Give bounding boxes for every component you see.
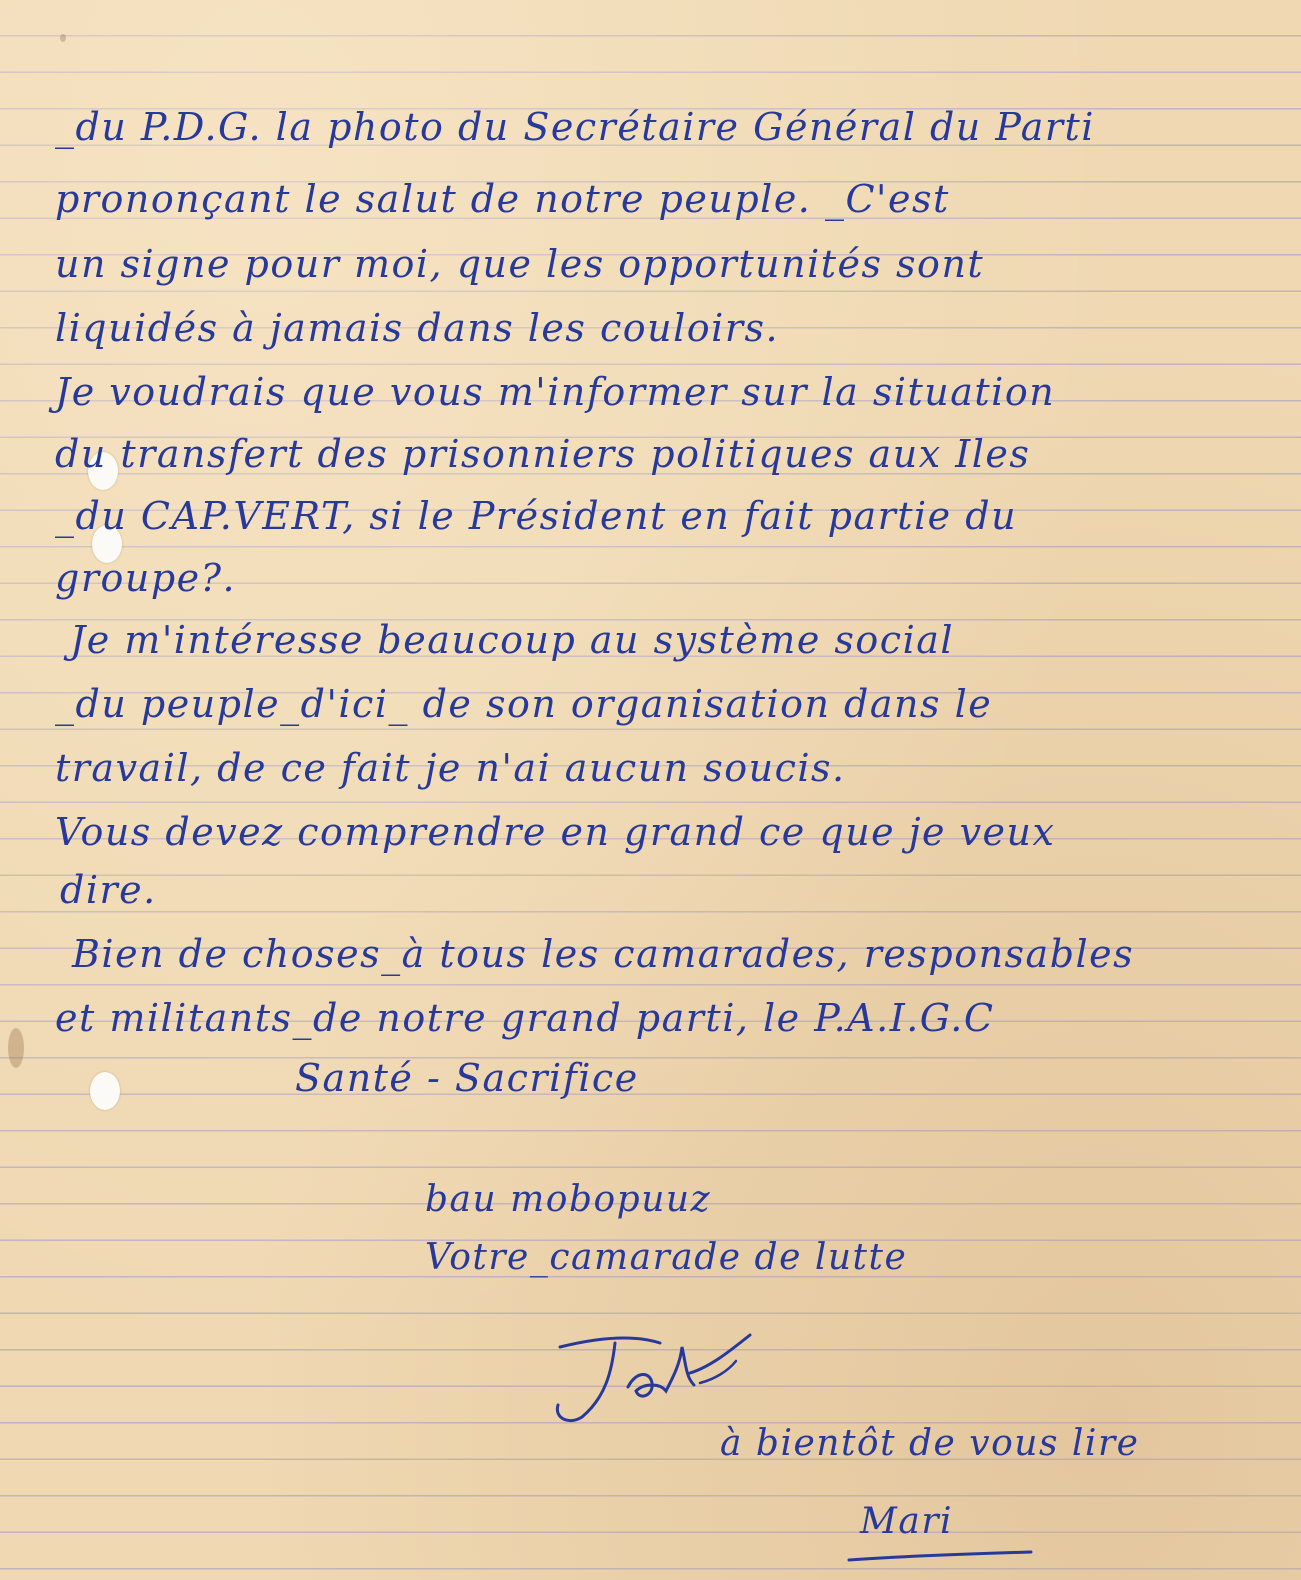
- letter-line-16: Santé - Sacrifice: [295, 1056, 639, 1100]
- letter-line-5: Je voudrais que vous m'informer sur la situation: [55, 370, 1056, 414]
- letter-line-9: Je m'intéresse beaucoup au système social: [70, 618, 955, 662]
- letter-line-14: Bien de choses_à tous les camarades, responsables: [72, 932, 1135, 976]
- letter-line-2: prononçant le salut de notre peuple. _C'est: [55, 177, 950, 221]
- letter-line-10: _du peuple_d'ici_ de son organisation dans le: [55, 682, 993, 726]
- paper-stain: [60, 34, 66, 42]
- punch-hole-bottom: [90, 1072, 120, 1110]
- postscript: à bientôt de vous lire: [720, 1423, 1140, 1464]
- closing-line-1: bau mobopuuz: [425, 1179, 712, 1220]
- closing-line-2: Votre_camarade de lutte: [425, 1237, 908, 1278]
- final-underline: [845, 1548, 1035, 1568]
- letter-line-1: _du P.D.G. la photo du Secrétaire Général du Parti: [55, 105, 1095, 149]
- letter-line-13: dire.: [60, 868, 157, 912]
- letter-line-3: un signe pour moi, que les opportunités sont: [55, 242, 985, 286]
- letter-line-15: et militants_de notre grand parti, le P.A.I.G.C: [55, 996, 995, 1040]
- letter-line-11: travail, de ce fait je n'ai aucun soucis.: [55, 746, 846, 790]
- letter-line-8: groupe?.: [55, 556, 237, 600]
- letter-line-6: du transfert des prisonniers politiques aux Iles: [55, 432, 1031, 476]
- paper-stain: [8, 1028, 24, 1068]
- letter-line-7: _du CAP.VERT, si le Président en fait partie du: [55, 494, 1018, 538]
- letter-line-12: Vous devez comprendre en grand ce que je veux: [55, 810, 1056, 854]
- letter-line-4: liquidés à jamais dans les couloirs.: [55, 306, 780, 350]
- final-word: Mari: [860, 1501, 954, 1542]
- handwritten-signature: [540, 1325, 770, 1435]
